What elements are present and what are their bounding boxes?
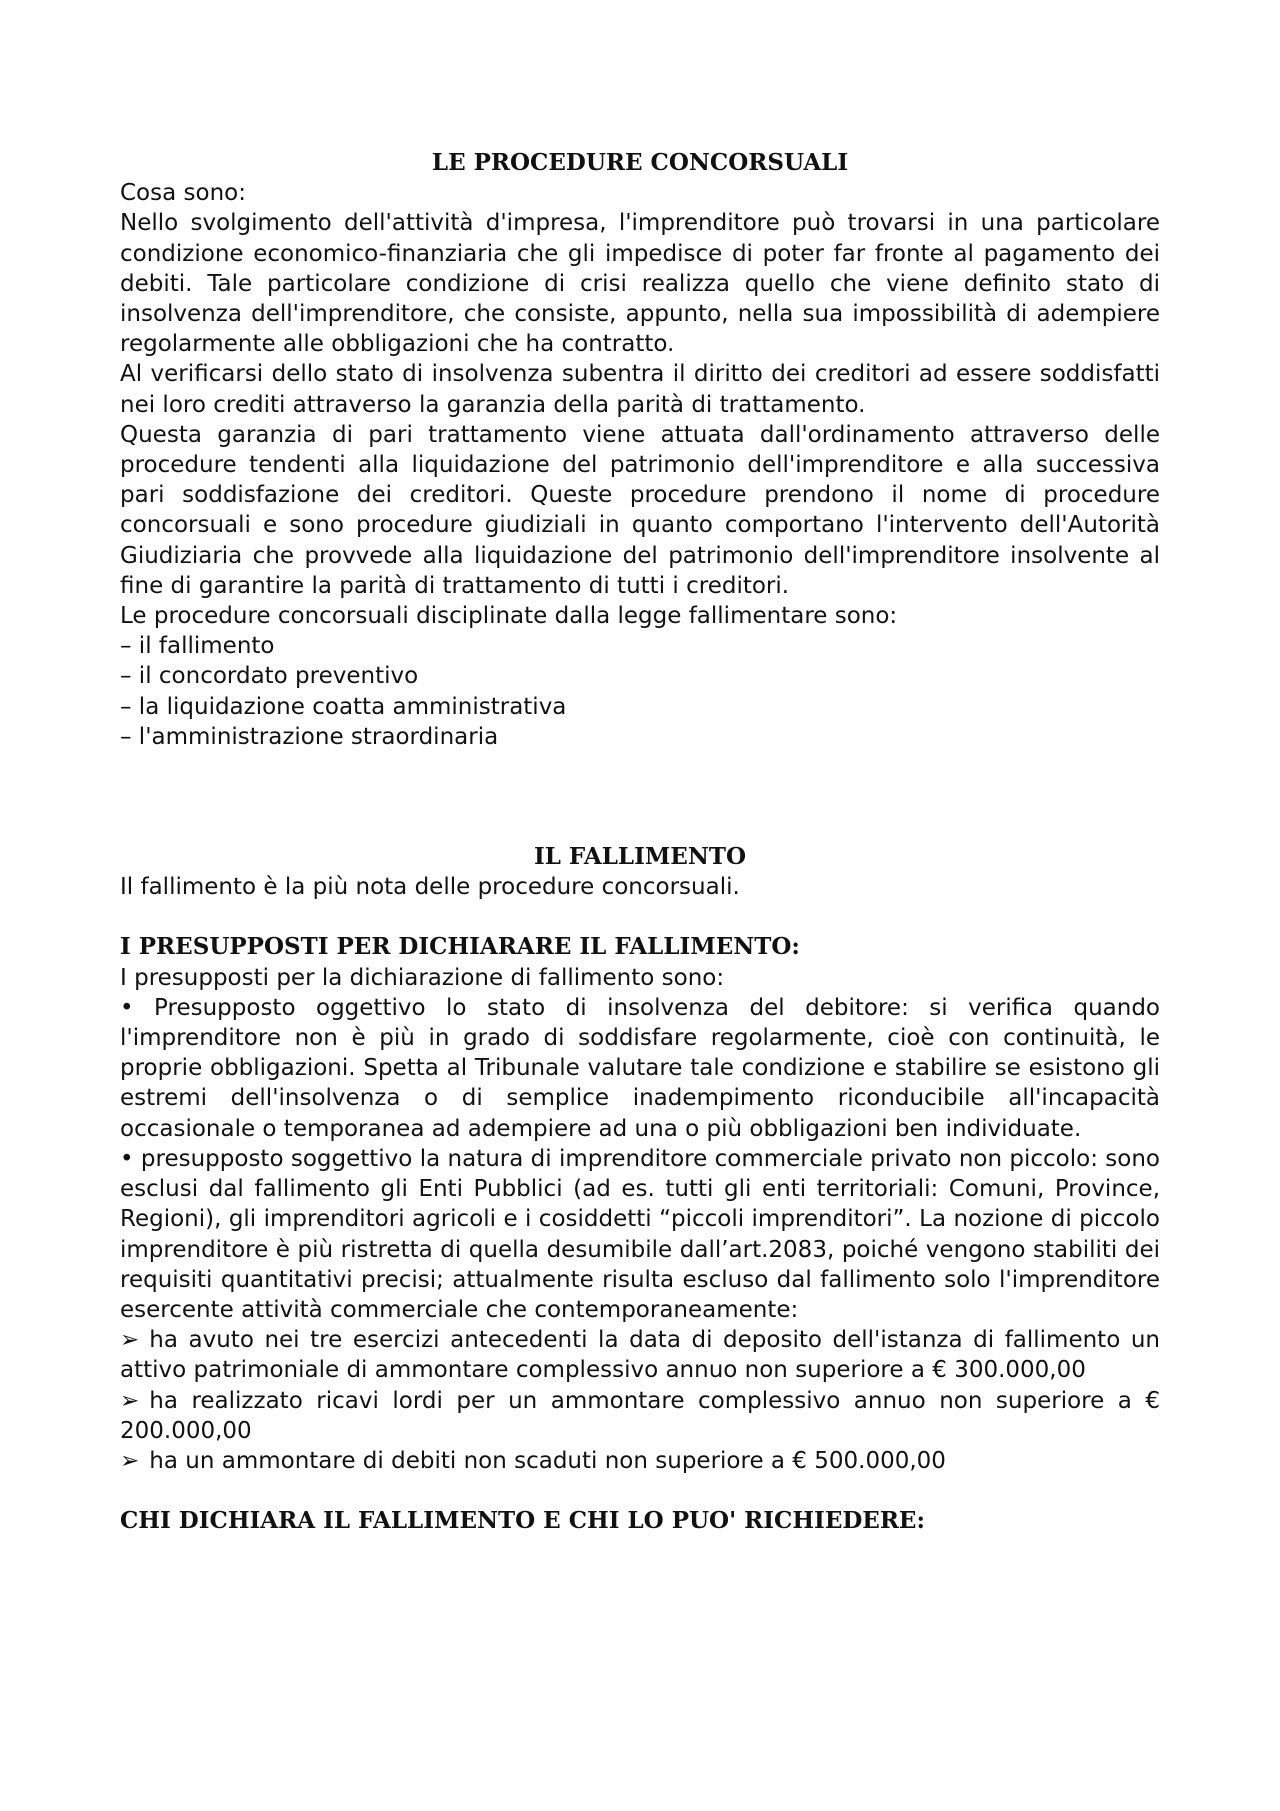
list-item: – il concordato preventivo (120, 663, 419, 690)
arrow-bullet-icon: ➢ (120, 1327, 140, 1354)
arrow-bullet-icon: ➢ (120, 1447, 140, 1474)
document-page (120, 148, 1160, 1536)
list-item: – l'amministrazione straordinaria (120, 723, 499, 750)
section-title-procedure-concorsuali: LE PROCEDURE CONCORSUALI (431, 149, 849, 176)
spacer (120, 1476, 1160, 1506)
spacer (120, 902, 1160, 932)
section-title-il-fallimento: IL FALLIMENTO (533, 843, 747, 871)
arrow-item-text: ha realizzato ricavi lordi per un ammontare complessivo annuo non superiore a € 200.000,00 (120, 1387, 1160, 1444)
paragraph: Questa garanzia di pari trattamento viene attuata dall'ordinamento attraverso delle procedure tendenti alla liquidazione del patrimonio dell'imprenditore e alla successiva pari soddisfazione dei creditori. Queste procedure prendono il nome di procedure concorsuali e sono procedure giudiziali in quanto comportano l'intervento dell'Autorità Giudiziaria che provvede alla liquidazione del patrimonio dell'imprenditore insolvente al fine di garantire la parità di trattamento di tutti i creditori. (120, 421, 1160, 599)
paragraph: Al verificarsi dello stato di insolvenza subentra il diritto dei creditori ad essere soddisfatti nei loro crediti attraverso la garanzia della parità di trattamento. (120, 361, 1160, 418)
bullet-item: • presupposto soggettivo la natura di imprenditore commerciale privato non piccolo: sono esclusi dal fallimento gli Enti Pubblici (ad es. tutti gli enti territoriali: Comuni, Province, Regioni), gli imprenditori agricoli e i cosiddetti “piccoli imprenditori”. La nozione di piccolo imprenditore è più ristretta di quella desumibile dall’art.2083, poiché vengono stabiliti dei requisiti quantitativi precisi; attualmente risulta escluso dal fallimento solo l'imprenditore esercente attività commerciale che contemporaneamente: (120, 1145, 1160, 1323)
paragraph: I presupposti per la dichiarazione di fallimento sono: (120, 964, 725, 991)
spacer (120, 752, 1160, 842)
paragraph: Le procedure concorsuali disciplinate dalla legge fallimentare sono: (120, 603, 898, 630)
list-item: – la liquidazione coatta amministrativa (120, 693, 567, 720)
intro-label: Cosa sono: (120, 180, 246, 207)
subheading-chi-dichiara: CHI DICHIARA IL FALLIMENTO E CHI LO PUO' RICHIEDERE: (120, 1507, 925, 1535)
bullet-item: • Presupposto oggettivo lo stato di insolvenza del debitore: si verifica quando l'imprenditore non è più in grado di soddisfare regolarmente, cioè con continuità, le proprie obbligazioni. Spetta al Tribunale valutare tale condizione e stabilire se esistono gli estremi dell'insolvenza o di semplice inadempimento riconducibile all'incapacità occasionale o temporanea ad adempiere ad una o più obbligazioni ben individuate. (120, 994, 1160, 1142)
arrow-bullet-icon: ➢ (120, 1387, 140, 1414)
arrow-item (120, 1446, 1160, 1476)
list-item: – il fallimento (120, 633, 275, 660)
paragraph: Nello svolgimento dell'attività d'impresa, l'imprenditore può trovarsi in una particolare condizione economico-finanziaria che gli impedisce di poter far fronte al pagamento dei debiti. Tale particolare condizione di crisi realizza quello che viene definito stato di insolvenza dell'imprenditore, che consiste, appunto, nella sua impossibilità di adempiere regolarmente alle obbligazioni che ha contratto. (120, 210, 1160, 358)
arrow-item (120, 1325, 1160, 1385)
arrow-item (120, 1386, 1160, 1446)
arrow-item-text: ha un ammontare di debiti non scaduti non superiore a € 500.000,00 (149, 1447, 946, 1474)
arrow-item-text: ha avuto nei tre esercizi antecedenti la data di deposito dell'istanza di fallimento un attivo patrimoniale di ammontare complessivo annuo non superiore a € 300.000,00 (120, 1327, 1160, 1384)
subheading-presupposti: I PRESUPPOSTI PER DICHIARARE IL FALLIMENTO: (120, 933, 800, 961)
paragraph: Il fallimento è la più nota delle procedure concorsuali. (120, 874, 740, 901)
